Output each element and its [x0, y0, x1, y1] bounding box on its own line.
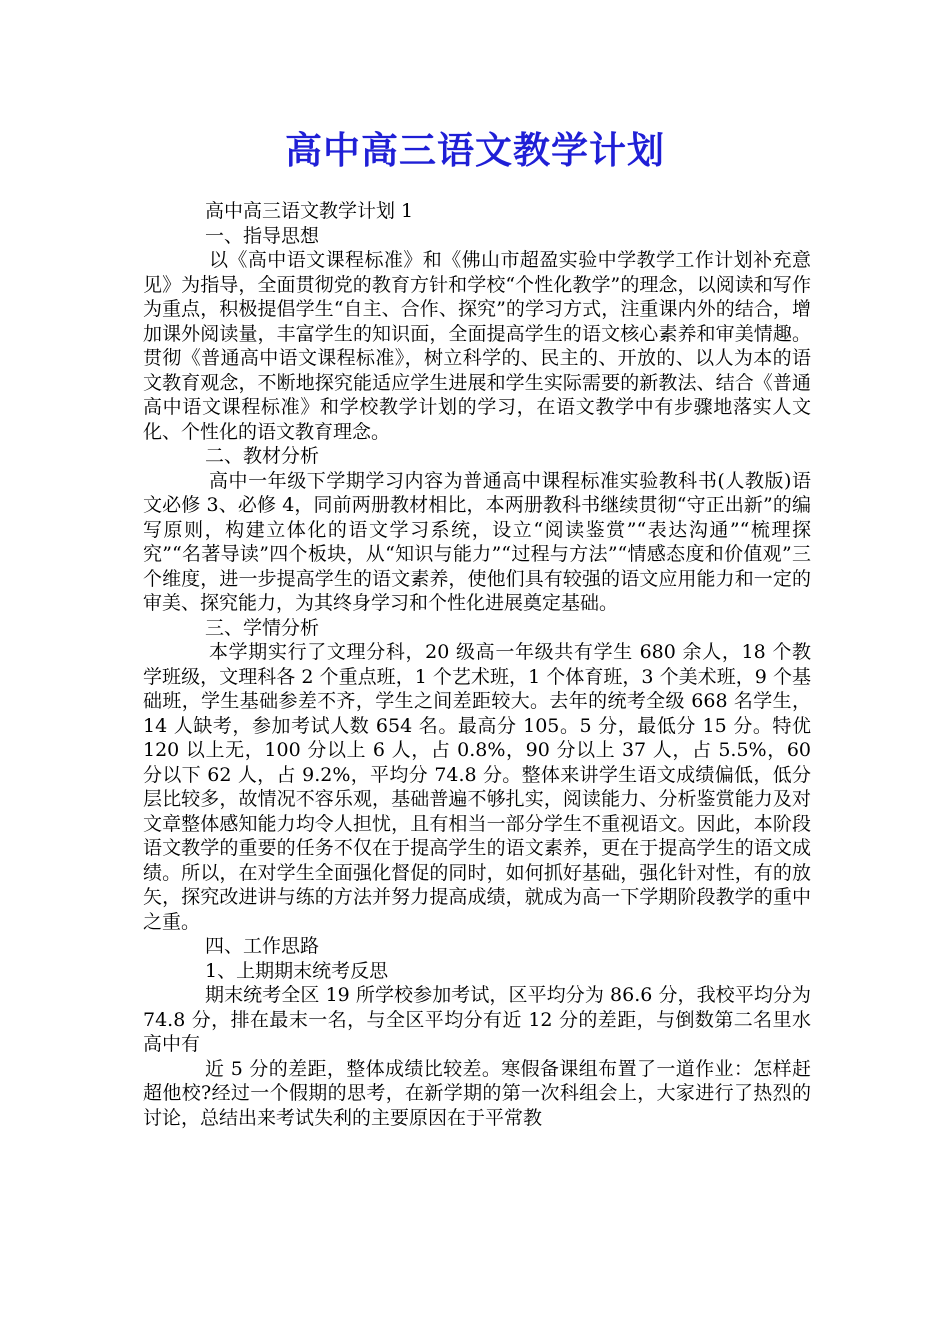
plan-subtitle: 高中高三语文教学计划 1 — [205, 200, 414, 222]
section-heading-work-approach: 四、工作思路 — [205, 935, 320, 957]
section-heading-guiding-ideology: 一、指导思想 — [205, 224, 320, 247]
section-heading-student-analysis: 三、学情分析 — [205, 616, 320, 639]
section-heading-textbook-analysis: 二、教材分析 — [205, 445, 320, 467]
document-title: 高中高三语文教学计划 — [285, 128, 665, 172]
paragraph-student-analysis: 本学期实行了文理分科，20 级高一年级共有学生 680 余人，18 个教学班级，文理科各 2 个重点班，1 个艺术班，1 个体育班，3 个美术班，9 个基础班，学生基础参差不齐，学生之间差距较大。去年的统考全级 668 名学生，14 人缺考，参加考试人数 654 名。最高分 105。5 分，最低分 15 分。特优 120 以上无，100 分以上 6 人，占 0.8%，90 分以上 37 人，占 5.5%，60 分以下 62 人，占 9.2%，平均分 74.8 分。整体来讲学生语文成绩偏低，低分层比较多，故情况不容乐观，基础普遍不够扎实，阅读能力、分析鉴赏能力及对文章整体感知能力均令人担忧，且有相当一部分学生不重视语文。因此，本阶段语文教学的重要的任务不仅在于提高学生的语文素养，更在于提高学生的语文成绩。所以，在对学生全面强化督促的同时，如何抓好基础，强化针对性，有的放矢，探究改进讲与练的方法并努力提高成绩，就成为高一下学期阶段教学的重中之重。 — [143, 641, 811, 933]
paragraph-guiding-ideology: 以《高中语文课程标准》和《佛山市超盈实验中学教学工作计划补充意见》为指导，全面贯彻党的教育方针和学校“个性化教学”的理念，以阅读和写作为重点，积极提倡学生“自主、合作、探究”的学习方式，注重课内外的结合，增加课外阅读量，丰富学生的知识面，全面提高学生的语文核心素养和审美情趣。贯彻《普通高中语文课程标准》，树立科学的、民主的、开放的、以人为本的语文教育观念，不断地探究能适应学生进展和学生实际需要的新教法、结合《普通高中语文课程标准》和学校教学计划的学习，在语文教学中有步骤地落实人文化、个性化的语文教育理念。 — [143, 249, 811, 443]
paragraph-textbook-analysis: 高中一年级下学期学习内容为普通高中课程标准实验教科书(人教版)语文必修 3、必修 4，同前两册教材相比，本两册教科书继续贯彻“守正出新”的编写原则，构建立体化的语文学习系统，设立“阅读鉴赏”“表达沟通”“梳理探究”“名著导读”四个板块，从“知识与能力”“过程与方法”“情感态度和价值观”三个维度，进一步提高学生的语文素养，使他们具有较强的语文应用能力和一定的审美、探究能力，为其终身学习和个性化进展奠定基础。 — [143, 469, 811, 614]
document-body — [143, 199, 811, 1130]
paragraph-exam-reflection-continued: 近 5 分的差距，整体成绩比较差。寒假备课组布置了一道作业：怎样赶超他校?经过一个假期的思考，在新学期的第一次科组会上，大家进行了热烈的讨论，总结出来考试失利的主要原因在于平常教 — [143, 1057, 811, 1129]
paragraph-exam-reflection: 期末统考全区 19 所学校参加考试，区平均分为 86.6 分，我校平均分为 74.8 分，排在最末一名，与全区平均分有近 12 分的差距，与倒数第二名里水高中有 — [143, 984, 811, 1055]
subsection-heading-exam-reflection: 1、上期期末统考反思 — [205, 959, 389, 982]
